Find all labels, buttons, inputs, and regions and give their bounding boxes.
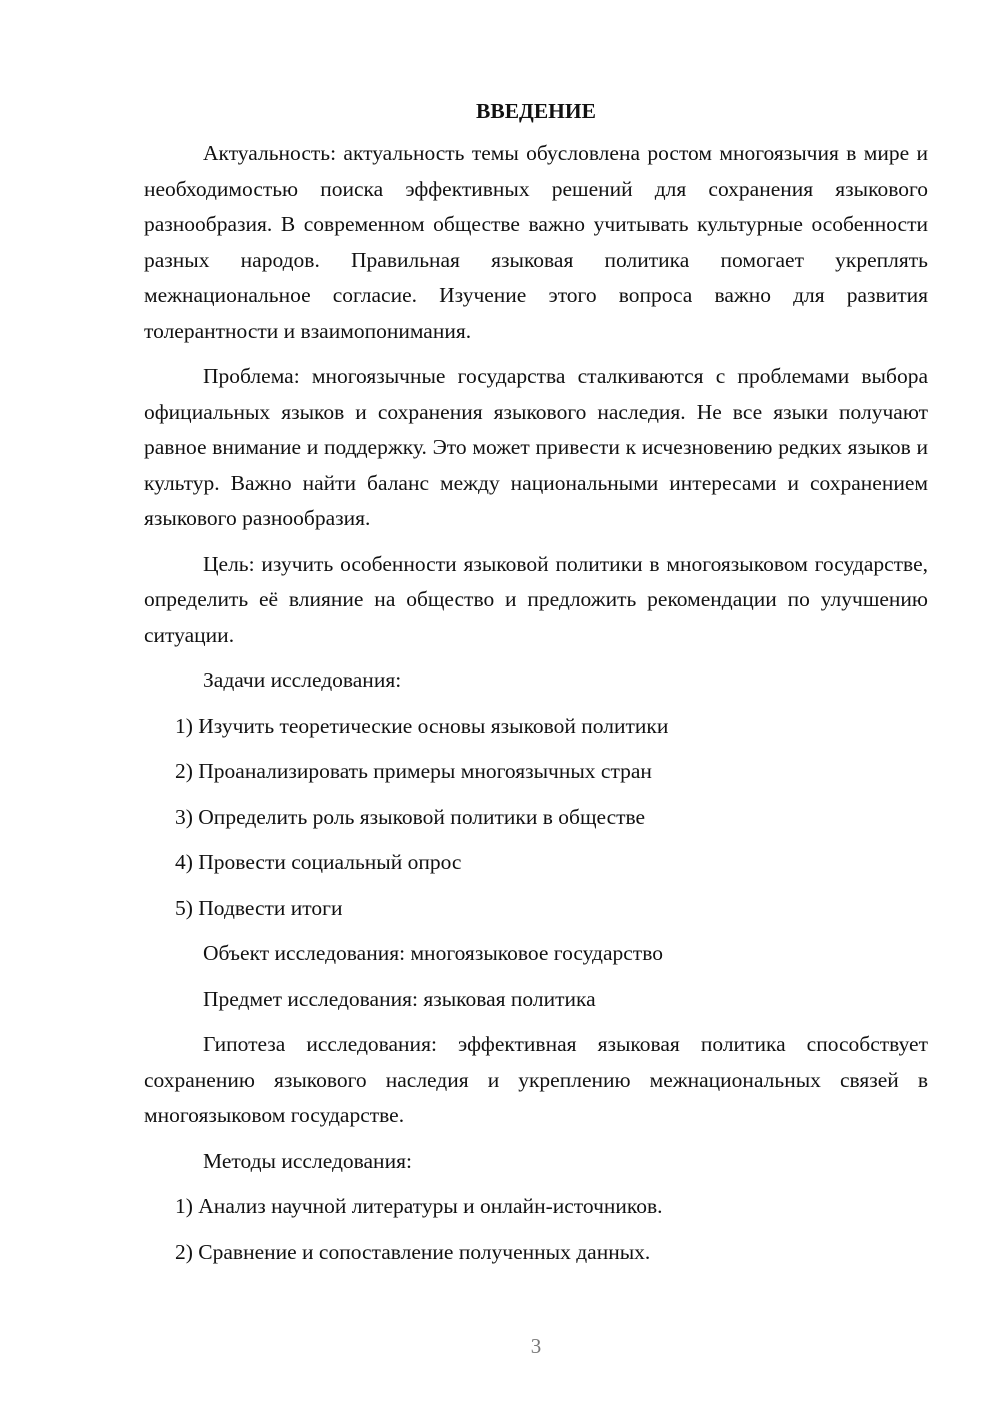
subject-line: Предмет исследования: языковая политика <box>203 986 596 1011</box>
hypothesis-paragraph: Гипотеза исследования: эффективная языковая политика способствует сохранению языкового наследия и укреплению межнациональных связей в многоязыковом государстве. <box>144 1032 928 1127</box>
relevance-paragraph: Актуальность: актуальность темы обусловлена ростом многоязычия в мире и необходимостью поиска эффективных решений для сохранения языкового разнообразия. В современном обществе важно учитывать культурные особенности разных народов. Правильная языковая политика помогает укреплять межнациональное согласие. Изучение этого вопроса важно для развития толерантности и взаимопонимания. <box>144 141 928 343</box>
list-item: 1) Анализ научной литературы и онлайн-источников. <box>175 1194 663 1218</box>
object-line: Объект исследования: многоязыковое государство <box>203 941 663 965</box>
goal-paragraph: Цель: изучить особенности языковой политики в многоязыковом государстве, определить её влияние на общество и предложить рекомендации по улучшению ситуации. <box>144 551 928 647</box>
list-item: 3) Определить роль языковой политики в обществе <box>175 804 646 829</box>
problem-paragraph: Проблема: многоязычные государства сталкиваются с проблемами выбора официальных языков и сохранения языкового наследия. Не все языки получают равное внимание и поддержку. Это может привести к исчезновению редких языков и культур. Важно найти баланс между национальными интересами и сохранением языкового разнообразия. <box>144 364 928 530</box>
page-number: 3 <box>530 1334 542 1358</box>
list-item: 2) Сравнение и сопоставление полученных данных. <box>175 1239 651 1264</box>
tasks-list <box>144 709 928 927</box>
tasks-label: Задачи исследования: <box>203 668 402 692</box>
document-page <box>144 96 928 1280</box>
list-item: 5) Подвести итоги <box>175 895 343 920</box>
list-item: 1) Изучить теоретические основы языковой политики <box>175 713 669 738</box>
methods-list <box>144 1189 928 1270</box>
list-item: 2) Проанализировать примеры многоязычных стран <box>175 759 652 783</box>
section-heading: ВВЕДЕНИЕ <box>476 99 596 123</box>
methods-label: Методы исследования: <box>203 1148 412 1173</box>
list-item: 4) Провести социальный опрос <box>175 850 462 874</box>
